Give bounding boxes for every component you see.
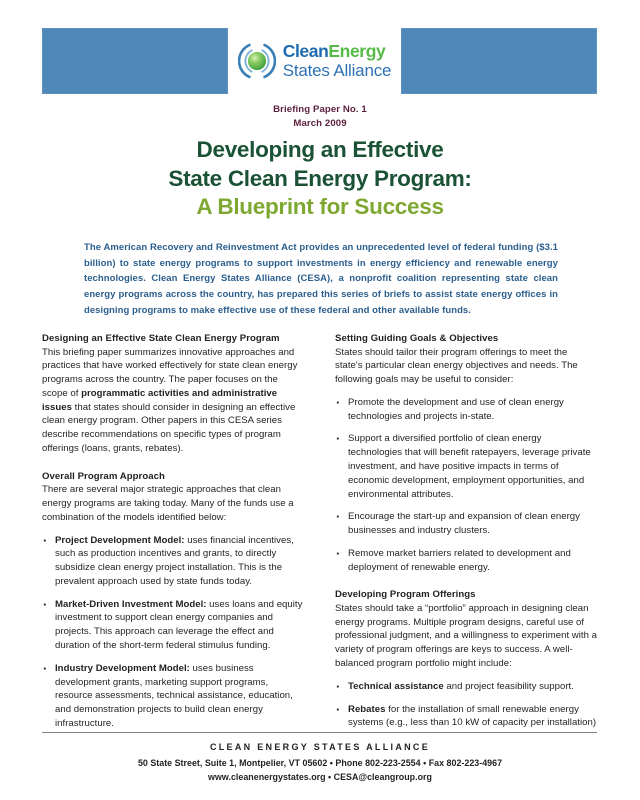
section-designing-effective-program	[42, 332, 304, 456]
section-setting-guiding-goals	[335, 332, 597, 574]
header-logo-area	[228, 28, 401, 94]
list-item	[335, 396, 597, 424]
bullet-text: uses financial incentives, such as production incentives and grants, to directly subsidize clean energy project installation. This is the prevalent approach used by state funds today.	[55, 534, 294, 587]
intro-paragraph: The American Recovery and Reinvestment Act provides an unprecedented level of federal funding ($3.1 billion) to state energy programs to support investments in energy efficiency and renewable energy technologies. Clean Energy States Alliance (CESA), a nonprofit coalition representing state clean energy programs across the country, has prepared this series of briefs to assist state energy offices in designing programs to make effective use of these federal and other available funds.	[84, 242, 558, 316]
footer-contact: www.cleanenergystates.org • CESA@cleangroup.org	[208, 771, 432, 782]
section-body: States should tailor their program offerings to meet the state's particular clean energy objectives and needs. The following goals may be useful to consider:	[335, 346, 578, 386]
bullet-text: and project feasibility support.	[443, 680, 574, 692]
header-band-right-bar	[401, 28, 597, 94]
logo-line-one	[282, 40, 392, 61]
right-column	[335, 332, 597, 731]
logo-word-energy: Energy	[328, 40, 386, 61]
list-item	[335, 510, 597, 538]
list-item	[335, 547, 597, 575]
bullet-text: Support a diversified portfolio of clean energy technologies that will benefit ratepayers, leverage private investment, and have positive impacts in terms of economic development, employment opportunities, and environmental attributes.	[348, 433, 591, 500]
section-overall-program-approach	[42, 470, 304, 731]
offerings-bullet-list	[335, 680, 597, 730]
section-body: States should take a “portfolio” approach in designing clean energy programs. Multiple program designs, careful use of professional judgment, and a willingness to experiment with a variety of program offerings are keys to success. A well-balanced program portfolio might include:	[335, 602, 597, 669]
section-heading: Developing Program Offerings	[335, 589, 476, 601]
cesa-logo	[228, 28, 401, 94]
briefing-meta	[0, 103, 640, 131]
header-band-left-bar	[42, 28, 228, 94]
briefing-date: March 2009	[293, 117, 347, 129]
section-heading: Designing an Effective State Clean Energy Program	[42, 333, 280, 344]
header-band	[42, 28, 597, 94]
bullet-label: Project Development Model:	[55, 534, 185, 546]
body-columns	[42, 332, 597, 731]
list-item	[42, 662, 304, 731]
body-text-part-two: that states should consider in designing an effective clean energy program. Other papers in this CESA series describe recommendations on specific types of program offerings (loans, grants, rebates).	[42, 401, 296, 454]
bullet-text: uses loans and equity investment to support clean energy companies and projects. This approach can leverage the effect and duration of the short-term federal stimulus funding.	[55, 598, 303, 651]
briefing-number: Briefing Paper No. 1	[273, 104, 367, 115]
list-item	[335, 703, 597, 731]
bullet-text: for the installation of small renewable energy systems (e.g., less than 10 kW of capacity per installation)	[348, 703, 597, 729]
logo-word-clean: Clean	[282, 40, 329, 61]
footer-address: 50 State Street, Suite 1, Montpelier, VT 05602 • Phone 802-223-2554 • Fax 802-223-4967	[137, 758, 503, 768]
list-item	[42, 534, 304, 589]
bullet-label: Technical assistance	[348, 680, 444, 692]
bullet-text: Encourage the start-up and expansion of clean energy businesses and industry clusters.	[348, 511, 580, 537]
section-heading: Overall Program Approach	[42, 470, 165, 482]
title-line-three: A Blueprint for Success	[196, 194, 444, 220]
list-item	[42, 598, 304, 653]
left-column	[42, 332, 304, 731]
section-body	[42, 346, 304, 456]
section-developing-program-offerings	[335, 588, 597, 730]
logo-line-two: States Alliance	[282, 61, 392, 81]
title-line-one: Developing an Effective	[196, 137, 444, 162]
approach-bullet-list	[42, 534, 304, 731]
page-title	[0, 136, 640, 222]
bullet-label: Rebates	[348, 703, 386, 715]
title-line-two: State Clean Energy Program:	[168, 165, 472, 191]
section-heading: Setting Guiding Goals & Objectives	[335, 333, 499, 344]
concentric-circles-sphere-icon	[238, 42, 276, 80]
footer-organization: CLEAN ENERGY STATES ALLIANCE	[209, 742, 431, 752]
logo-wordmark	[282, 40, 392, 81]
goals-bullet-list	[335, 396, 597, 574]
bullet-label: Market-Driven Investment Model:	[55, 598, 207, 610]
body-text-part-one: This briefing paper summarizes innovative approaches and practices that have worked effectively for state clean energy programs across the country. The paper focuses on the scope of	[42, 346, 298, 399]
list-item	[335, 680, 597, 694]
bullet-text: Promote the development and use of clean energy technologies and projects in-state.	[348, 396, 564, 422]
body-text-emphasis: programmatic activities and administrative issues	[42, 387, 278, 413]
footer-divider	[42, 732, 597, 733]
bullet-text: uses business development grants, marketing support programs, resource assessments, technical assistance, education, and demonstration projects to build clean energy infrastructure.	[55, 662, 293, 729]
section-body: There are several major strategic approaches that clean energy programs are taking today. Many of the funds use a combination of the models identified below:	[42, 484, 294, 523]
bullet-label: Industry Development Model:	[55, 662, 190, 674]
bullet-text: Remove market barriers related to development and deployment of renewable energy.	[348, 547, 571, 573]
list-item	[335, 432, 597, 501]
page-footer	[0, 742, 640, 785]
